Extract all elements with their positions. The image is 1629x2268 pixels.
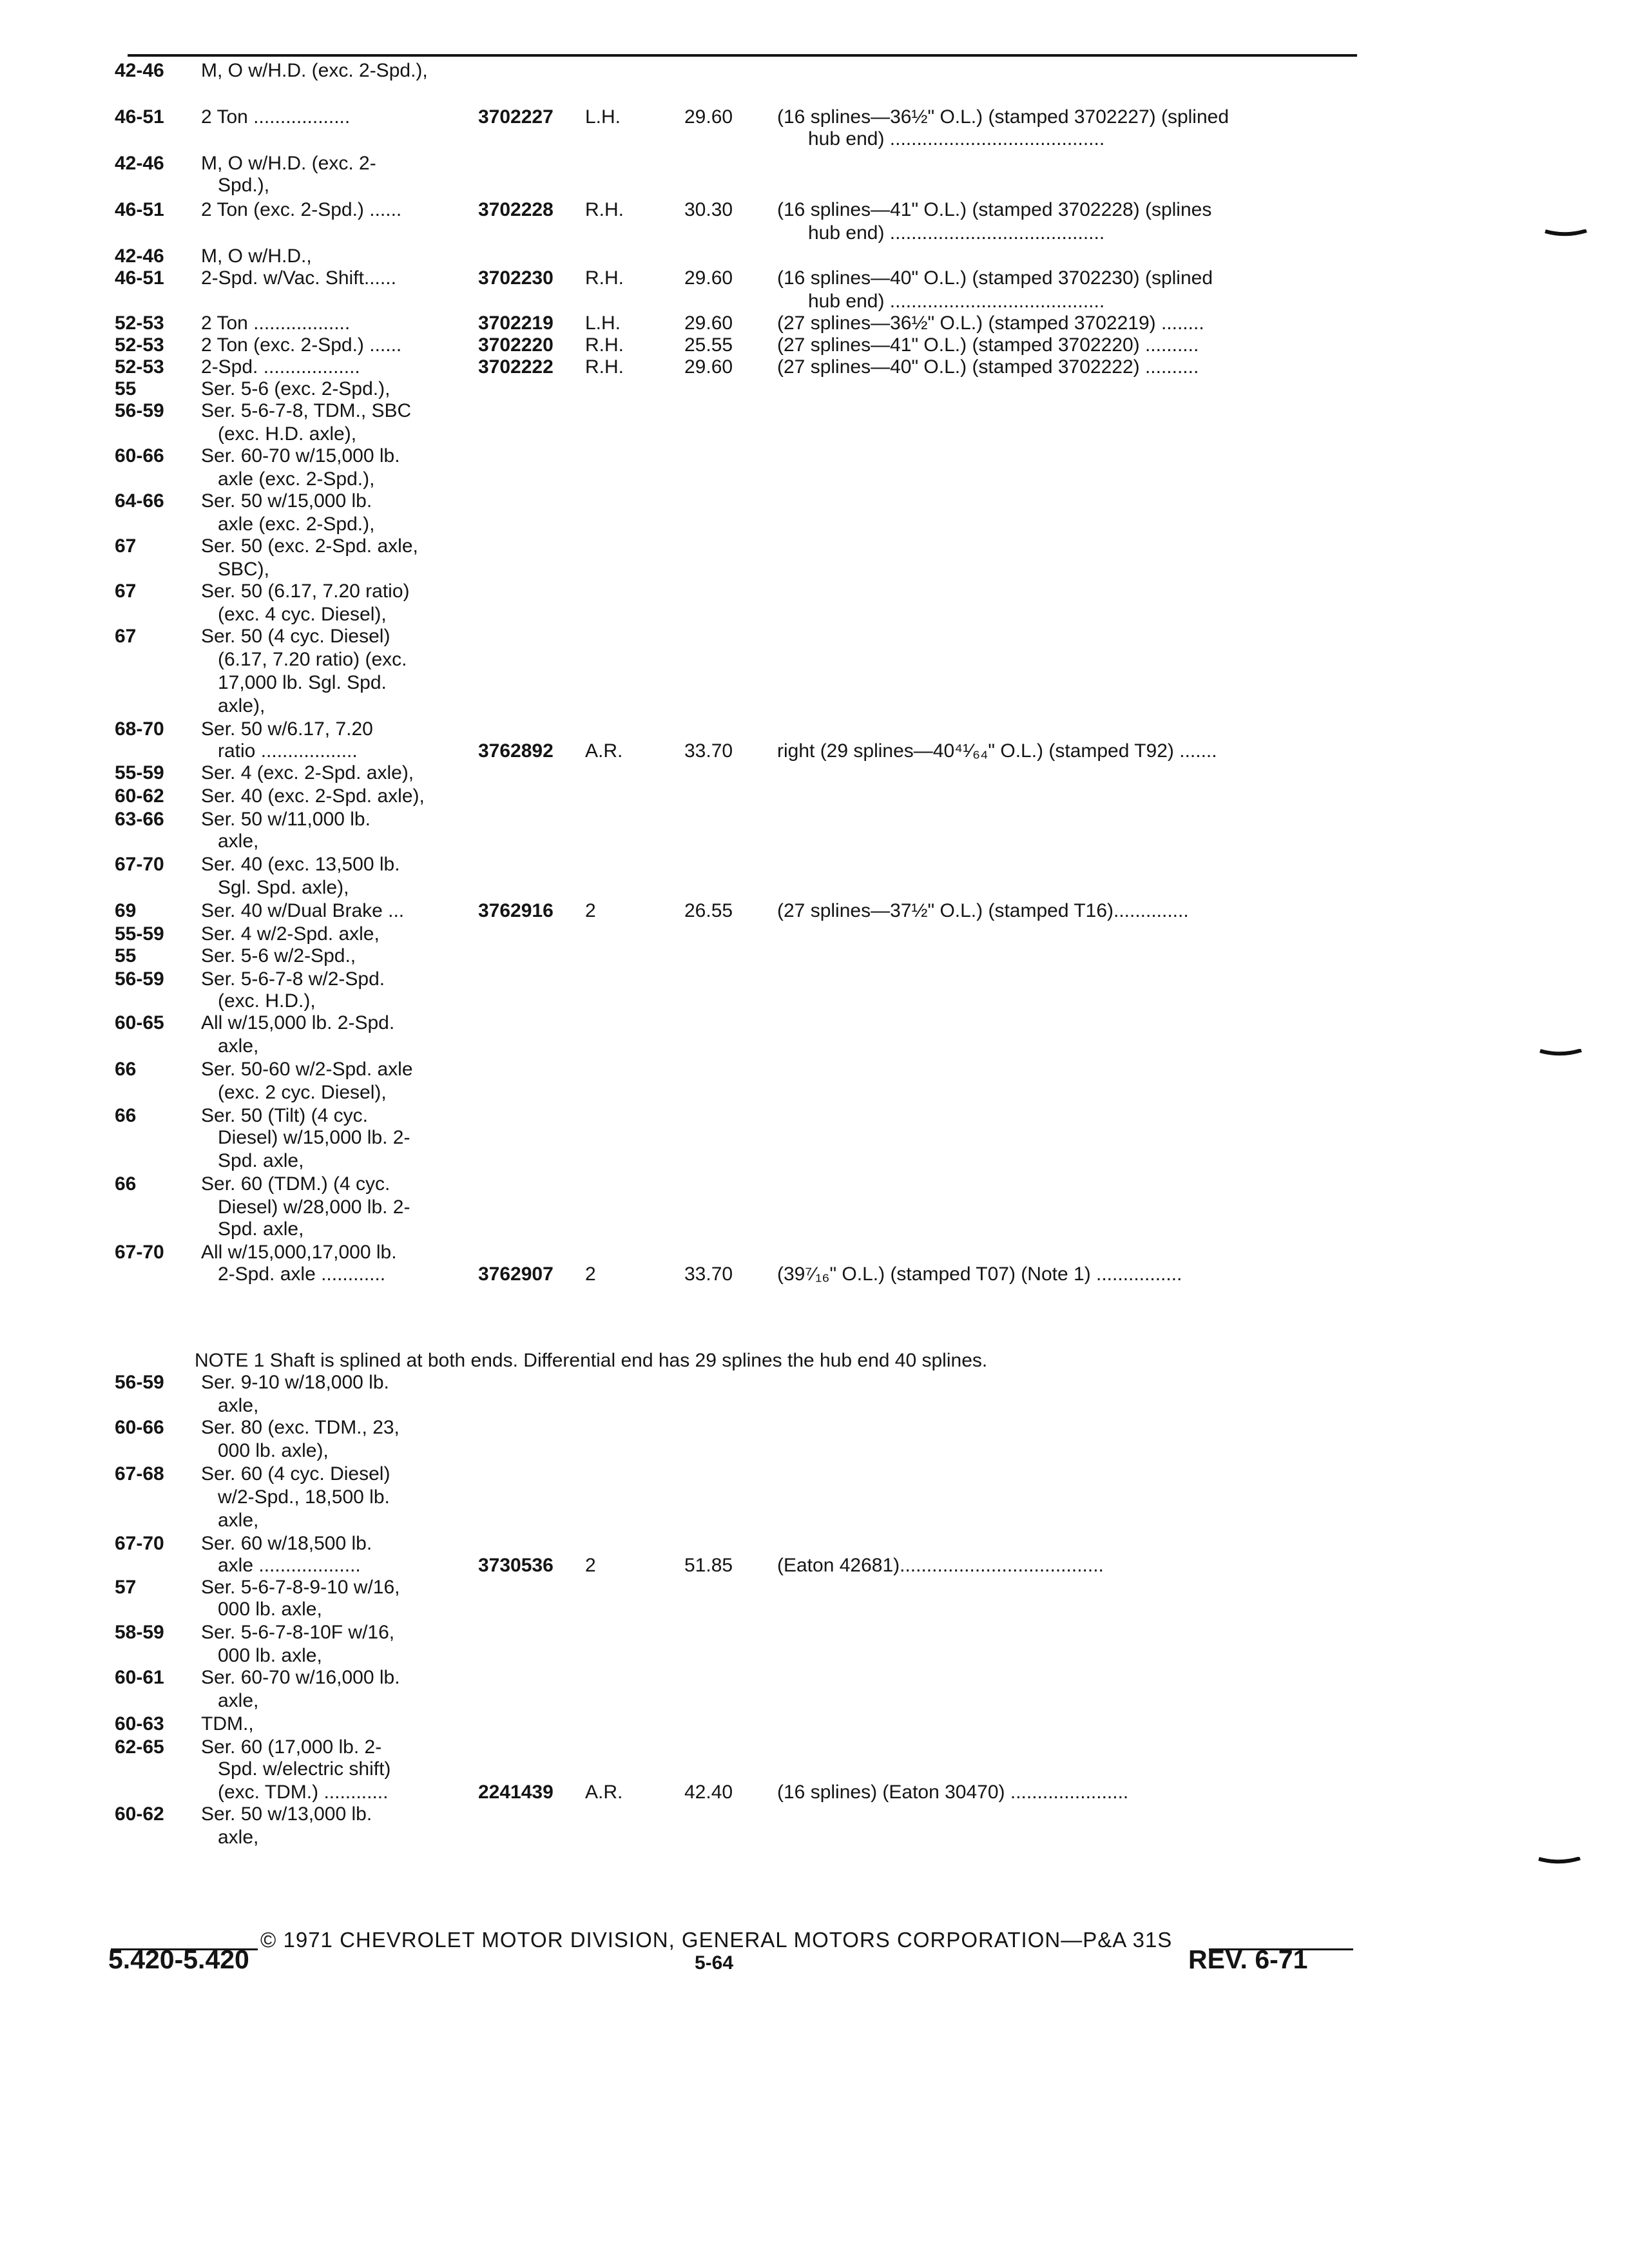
parts-row	[0, 152, 1418, 177]
parts-row	[0, 945, 1418, 969]
parts-row	[0, 267, 1418, 291]
description: axle,	[218, 831, 259, 852]
note-1: NOTE 1 Shaft is splined at both ends. Differential end has 29 splines the hub end 40 splines.	[195, 1350, 988, 1371]
parts-row	[0, 1058, 1418, 1082]
remarks: (Eaton 42681)......................................	[777, 1555, 1104, 1576]
parts-row	[0, 1713, 1418, 1737]
binding-tick-mark	[1544, 229, 1588, 237]
description: 2-Spd. w/Vac. Shift......	[201, 267, 396, 289]
parts-row	[0, 808, 1418, 832]
list-price: 29.60	[684, 106, 733, 128]
parts-row	[0, 356, 1418, 380]
year-range: 52-53	[115, 356, 164, 378]
list-price: 29.60	[684, 267, 733, 289]
parts-row	[0, 830, 1418, 854]
remarks: (27 splines—40" O.L.) (stamped 3702222) ..........	[777, 356, 1199, 378]
page-number: 5-64	[695, 1952, 734, 1974]
parts-row	[0, 1149, 1418, 1174]
part-number: 3730536	[478, 1555, 554, 1576]
parts-row	[0, 1758, 1418, 1782]
description: Ser. 50 w/11,000 lb.	[201, 809, 371, 830]
description: Ser. 50-60 w/2-Spd. axle	[201, 1059, 413, 1080]
parts-row	[0, 334, 1418, 358]
part-number: 3702228	[478, 199, 554, 220]
description: Ser. 50 (Tilt) (4 cyc.	[201, 1105, 368, 1126]
year-range: 60-62	[115, 785, 164, 807]
parts-row	[0, 990, 1418, 1014]
year-range: 42-46	[115, 60, 164, 81]
description: Spd. axle,	[218, 1150, 304, 1171]
description: 17,000 lb. Sgl. Spd.	[218, 672, 387, 693]
description: Ser. 60 w/18,500 lb.	[201, 1533, 372, 1554]
parts-row	[0, 968, 1418, 992]
description: Ser. 60-70 w/15,000 lb.	[201, 445, 400, 466]
year-range: 60-61	[115, 1667, 164, 1688]
description: (6.17, 7.20 ratio) (exc.	[218, 649, 407, 670]
parts-row	[0, 1035, 1418, 1059]
parts-row	[0, 899, 1418, 924]
remarks: (27 splines—36½" O.L.) (stamped 3702219) ........	[777, 312, 1204, 334]
parts-row	[0, 1218, 1418, 1242]
parts-row	[0, 625, 1418, 649]
parts-row	[0, 1486, 1418, 1510]
parts-row	[0, 399, 1418, 424]
list-price: 42.40	[684, 1782, 733, 1803]
parts-row	[0, 106, 1418, 130]
remarks: (27 splines—41" O.L.) (stamped 3702220) ..........	[777, 334, 1199, 356]
part-suffix: 2	[585, 1555, 596, 1576]
part-number: 3762892	[478, 740, 554, 762]
parts-row	[0, 876, 1418, 901]
part-suffix: A.R.	[585, 1782, 623, 1803]
year-range: 60-66	[115, 1417, 164, 1438]
parts-row	[0, 1416, 1418, 1441]
top-rule	[128, 54, 1357, 57]
list-price: 25.55	[684, 334, 733, 356]
description: (exc. TDM.) ............	[218, 1782, 389, 1803]
parts-row	[0, 580, 1418, 604]
description: Ser. 60 (17,000 lb. 2-	[201, 1736, 382, 1758]
parts-row	[0, 558, 1418, 582]
section-code: 5.420-5.420	[108, 1945, 249, 1974]
parts-row	[0, 923, 1418, 947]
description: Ser. 60-70 w/16,000 lb.	[201, 1667, 400, 1688]
description: w/2-Spd., 18,500 lb.	[218, 1486, 390, 1508]
parts-row	[0, 535, 1418, 559]
part-suffix: R.H.	[585, 267, 624, 289]
parts-row	[0, 1104, 1418, 1129]
part-number: 2241439	[478, 1782, 554, 1803]
remarks: (16 splines—41" O.L.) (stamped 3702228) (splines	[777, 199, 1212, 220]
description: Ser. 5-6-7-8, TDM., SBC	[201, 400, 412, 421]
description: Ser. 80 (exc. TDM., 23,	[201, 1417, 400, 1438]
year-range: 67-68	[115, 1463, 164, 1485]
parts-row	[0, 1736, 1418, 1760]
parts-row	[0, 222, 1418, 246]
parts-row	[0, 1621, 1418, 1646]
parts-row	[0, 312, 1418, 336]
description: Ser. 50 (6.17, 7.20 ratio)	[201, 581, 410, 602]
parts-row	[0, 740, 1418, 764]
description: Diesel) w/15,000 lb. 2-	[218, 1127, 410, 1148]
parts-row	[0, 490, 1418, 514]
part-number: 3702222	[478, 356, 554, 378]
year-range: 52-53	[115, 334, 164, 356]
year-range: 56-59	[115, 1372, 164, 1393]
description: axle (exc. 2-Spd.),	[218, 514, 375, 535]
year-range: 60-62	[115, 1803, 164, 1825]
parts-row	[0, 445, 1418, 469]
description: Ser. 5-6-7-8-9-10 w/16,	[201, 1577, 400, 1598]
remarks: hub end) ........................................	[808, 291, 1105, 312]
description: Spd.),	[218, 175, 270, 196]
year-range: 60-63	[115, 1713, 164, 1735]
binding-tick-mark	[1539, 1049, 1583, 1057]
description: Ser. 50 (exc. 2-Spd. axle,	[201, 535, 418, 557]
parts-row	[0, 513, 1418, 537]
parts-row	[0, 1689, 1418, 1714]
description: Ser. 40 w/Dual Brake ...	[201, 900, 405, 921]
parts-row	[0, 1509, 1418, 1533]
description: 2-Spd. ..................	[201, 356, 360, 378]
description: 2 Ton (exc. 2-Spd.) ......	[201, 334, 402, 356]
parts-row	[0, 378, 1418, 402]
part-suffix: R.H.	[585, 199, 624, 220]
parts-row	[0, 1394, 1418, 1419]
description: Ser. 40 (exc. 13,500 lb.	[201, 854, 400, 875]
description: All w/15,000,17,000 lb.	[201, 1242, 397, 1263]
year-range: 57	[115, 1577, 137, 1598]
list-price: 29.60	[684, 356, 733, 378]
parts-row	[0, 290, 1418, 314]
parts-row	[0, 1126, 1418, 1151]
year-range: 67-70	[115, 1242, 164, 1263]
description: Ser. 9-10 w/18,000 lb.	[201, 1372, 389, 1393]
description: Diesel) w/28,000 lb. 2-	[218, 1196, 410, 1218]
description: Ser. 60 (4 cyc. Diesel)	[201, 1463, 390, 1485]
year-range: 66	[115, 1173, 137, 1195]
parts-row	[0, 853, 1418, 878]
description: Ser. 60 (TDM.) (4 cyc.	[201, 1173, 390, 1195]
description: All w/15,000 lb. 2-Spd.	[201, 1012, 395, 1033]
parts-row	[0, 1532, 1418, 1557]
year-range: 60-66	[115, 445, 164, 466]
year-range: 67-70	[115, 1533, 164, 1554]
list-price: 33.70	[684, 740, 733, 762]
part-suffix: R.H.	[585, 356, 624, 378]
description: 000 lb. axle,	[218, 1599, 322, 1620]
year-range: 67	[115, 535, 137, 557]
description: M, O w/H.D.,	[201, 245, 312, 267]
year-range: 68-70	[115, 718, 164, 740]
parts-row	[0, 1826, 1418, 1850]
description: 000 lb. axle),	[218, 1440, 329, 1461]
part-suffix: L.H.	[585, 106, 621, 128]
description: 000 lb. axle,	[218, 1645, 322, 1666]
part-suffix: A.R.	[585, 740, 623, 762]
parts-row	[0, 1554, 1418, 1579]
description: Ser. 50 w/13,000 lb.	[201, 1803, 372, 1825]
description: (exc. H.D.),	[218, 990, 316, 1012]
year-range: 58-59	[115, 1622, 164, 1643]
remarks: right (29 splines—40⁴¹⁄₆₄" O.L.) (stamped T92) .......	[777, 740, 1217, 762]
year-range: 66	[115, 1059, 137, 1080]
parts-row	[0, 128, 1418, 152]
year-range: 69	[115, 900, 137, 921]
parts-row	[0, 174, 1418, 198]
parts-row	[0, 1081, 1418, 1106]
description: M, O w/H.D. (exc. 2-	[201, 153, 376, 174]
year-range: 46-51	[115, 106, 164, 128]
parts-row	[0, 1644, 1418, 1669]
description: SBC),	[218, 559, 270, 580]
description: Ser. 4 w/2-Spd. axle,	[201, 923, 380, 945]
description: Ser. 5-6-7-8 w/2-Spd.	[201, 968, 385, 990]
description: axle,	[218, 1510, 259, 1531]
description: Ser. 4 (exc. 2-Spd. axle),	[201, 762, 414, 783]
revision-label: REV. 6-71	[1188, 1945, 1308, 1974]
description: Sgl. Spd. axle),	[218, 877, 349, 898]
parts-row	[0, 198, 1418, 223]
parts-row	[0, 671, 1418, 696]
year-range: 66	[115, 1105, 137, 1126]
parts-row	[0, 718, 1418, 742]
year-range: 55	[115, 378, 137, 399]
description: axle (exc. 2-Spd.),	[218, 468, 375, 490]
part-suffix: 2	[585, 1264, 596, 1285]
year-range: 62-65	[115, 1736, 164, 1758]
remarks: hub end) ........................................	[808, 222, 1105, 244]
year-range: 55-59	[115, 762, 164, 783]
remarks: (39⁷⁄₁₆" O.L.) (stamped T07) (Note 1) ................	[777, 1264, 1182, 1285]
year-range: 67-70	[115, 854, 164, 875]
parts-row	[0, 1439, 1418, 1464]
parts-row	[0, 1598, 1418, 1622]
parts-row	[0, 785, 1418, 809]
parts-row	[0, 1263, 1418, 1287]
description: axle),	[218, 695, 265, 716]
part-number: 3702219	[478, 312, 554, 334]
part-number: 3702220	[478, 334, 554, 356]
description: axle,	[218, 1035, 259, 1057]
year-range: 42-46	[115, 153, 164, 174]
year-range: 60-65	[115, 1012, 164, 1033]
list-price: 33.70	[684, 1264, 733, 1285]
parts-row	[0, 603, 1418, 628]
parts-row	[0, 1576, 1418, 1600]
remarks: (16 splines—36½" O.L.) (stamped 3702227) (splined	[777, 106, 1229, 128]
parts-row	[0, 1196, 1418, 1220]
description: axle,	[218, 1827, 259, 1848]
parts-row	[0, 1463, 1418, 1487]
part-suffix: L.H.	[585, 312, 621, 334]
description: 2 Ton (exc. 2-Spd.) ......	[201, 199, 402, 220]
parts-row	[0, 1803, 1418, 1827]
part-number: 3702230	[478, 267, 554, 289]
list-price: 30.30	[684, 199, 733, 220]
parts-row	[0, 762, 1418, 786]
remarks: (16 splines—40" O.L.) (stamped 3702230) (splined	[777, 267, 1213, 289]
description: Spd. axle,	[218, 1218, 304, 1240]
description: ratio ..................	[218, 740, 358, 762]
description: 2-Spd. axle ............	[218, 1264, 386, 1285]
description: Ser. 50 w/15,000 lb.	[201, 490, 372, 512]
year-range: 46-51	[115, 199, 164, 220]
year-range: 42-46	[115, 245, 164, 267]
description: TDM.,	[201, 1713, 254, 1735]
year-range: 55-59	[115, 923, 164, 945]
description: (exc. H.D. axle),	[218, 423, 357, 445]
parts-row	[0, 1781, 1418, 1805]
description: (exc. 2 cyc. Diesel),	[218, 1082, 387, 1103]
year-range: 67	[115, 581, 137, 602]
description: (exc. 4 cyc. Diesel),	[218, 604, 387, 625]
parts-row	[0, 59, 1418, 84]
year-range: 52-53	[115, 312, 164, 334]
description: axle,	[218, 1395, 259, 1416]
binding-tick-mark	[1537, 1857, 1581, 1865]
parts-row	[0, 468, 1418, 492]
year-range: 56-59	[115, 400, 164, 421]
list-price: 51.85	[684, 1555, 733, 1576]
parts-row	[0, 423, 1418, 447]
year-range: 55	[115, 945, 137, 966]
parts-row	[0, 1012, 1418, 1036]
description: M, O w/H.D. (exc. 2-Spd.),	[201, 60, 428, 81]
description: Ser. 5-6 w/2-Spd.,	[201, 945, 356, 966]
description: axle ...................	[218, 1555, 361, 1576]
description: 2 Ton ..................	[201, 312, 351, 334]
parts-row	[0, 1371, 1418, 1396]
description: 2 Ton ..................	[201, 106, 351, 128]
parts-row	[0, 1173, 1418, 1197]
list-price: 29.60	[684, 312, 733, 334]
year-range: 64-66	[115, 490, 164, 512]
parts-row	[0, 695, 1418, 719]
year-range: 67	[115, 626, 137, 647]
description: axle,	[218, 1690, 259, 1711]
description: Ser. 50 (4 cyc. Diesel)	[201, 626, 390, 647]
parts-row	[0, 1666, 1418, 1691]
part-number: 3762907	[478, 1264, 554, 1285]
description: Ser. 40 (exc. 2-Spd. axle),	[201, 785, 425, 807]
year-range: 56-59	[115, 968, 164, 990]
part-number: 3762916	[478, 900, 554, 921]
description: Ser. 50 w/6.17, 7.20	[201, 718, 373, 740]
description: Ser. 5-6 (exc. 2-Spd.),	[201, 378, 390, 399]
part-suffix: R.H.	[585, 334, 624, 356]
year-range: 46-51	[115, 267, 164, 289]
description: Ser. 5-6-7-8-10F w/16,	[201, 1622, 395, 1643]
parts-row	[0, 245, 1418, 269]
description: Spd. w/electric shift)	[218, 1758, 391, 1780]
list-price: 26.55	[684, 900, 733, 921]
remarks: (27 splines—37½" O.L.) (stamped T16)..............	[777, 900, 1189, 921]
footer-copyright: © 1971 CHEVROLET MOTOR DIVISION, GENERAL MOTORS CORPORATION—P&A 31S	[260, 1928, 1173, 1952]
remarks: (16 splines) (Eaton 30470) ......................	[777, 1782, 1129, 1803]
year-range: 63-66	[115, 809, 164, 830]
part-number: 3702227	[478, 106, 554, 128]
remarks: hub end) ........................................	[808, 128, 1105, 149]
parts-row	[0, 648, 1418, 673]
parts-row	[0, 1241, 1418, 1265]
part-suffix: 2	[585, 900, 596, 921]
